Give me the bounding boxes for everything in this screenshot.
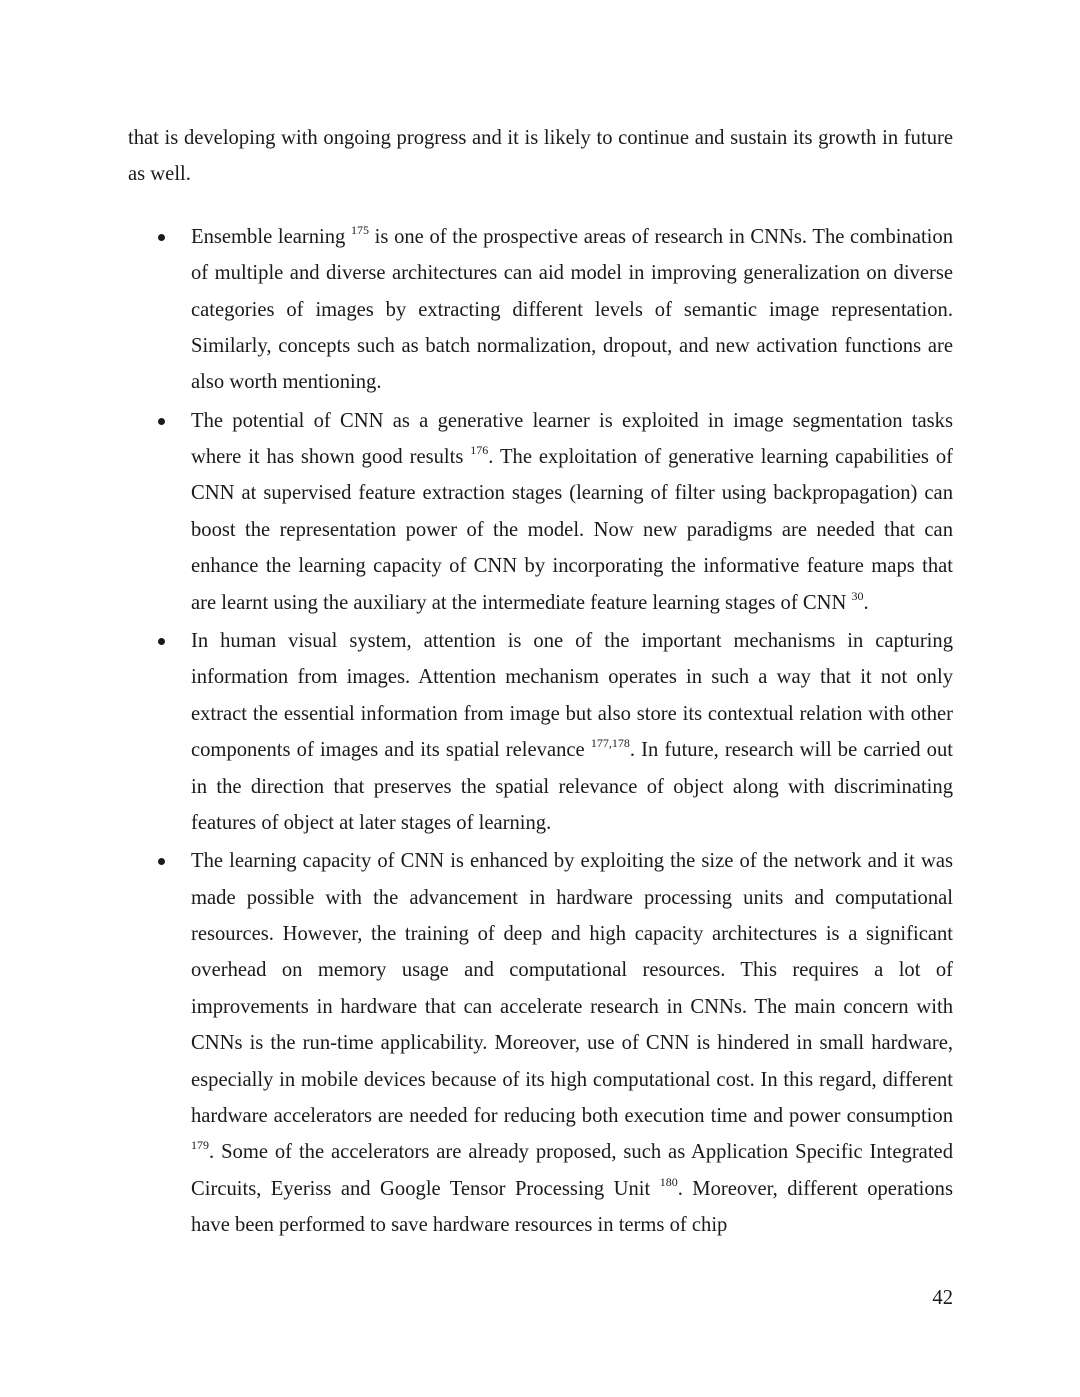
bullet-text: . Some of the accelerators are already proposed, such as Application Specific Integrated Circuits, Eyeriss and Google Tensor Processing Unit xyxy=(191,1141,953,1200)
bullet-text: is one of the prospective areas of research in CNNs. The combination of multiple and diverse architectures can aid model in improving generalization on diverse categories of images by extracting different levels of semantic image representation. Similarly, concepts such as batch normalization, dropout, and new activation functions are also worth mentioning. xyxy=(191,225,953,394)
bullet-text: . In future, research will be carried out in the direction that preserves the spatial relevance of object along with discriminating features of object at later stages of learning. xyxy=(191,739,954,834)
bullet-list xyxy=(128,219,953,1244)
bullet-dot-icon xyxy=(158,234,165,241)
bullet-text: In human visual system, attention is one of the important mechanisms in capturing information from images. Attention mechanism operates in such a way that it not only extract the essential information from image but also store its contextual relation with other components of images and its spatial relevance xyxy=(191,629,953,762)
bullet-generative-learner xyxy=(128,403,953,621)
citation-ref: 179 xyxy=(191,1138,209,1153)
bullet-hardware-capacity xyxy=(128,843,953,1243)
citation-ref: 177,178 xyxy=(590,736,630,751)
citation-ref: 175 xyxy=(351,222,370,237)
bullet-attention-mechanism xyxy=(128,623,953,841)
bullet-text: . The exploitation of generative learning capabilities of CNN at supervised feature extraction stages (learning of filter using backpropagation) can boost the representation power of the model. Now new paradigms are needed that can enhance the learning capacity of CNN by incorporating the informative feature maps that are learnt using the auxiliary at the intermediate feature learning stages of CNN xyxy=(191,446,953,614)
citation-ref: 176 xyxy=(470,443,489,458)
bullet-text: . Moreover, different operations have been performed to save hardware resources in terms of chip xyxy=(191,1177,953,1237)
bullet-dot-icon xyxy=(158,858,165,865)
page-number: 42 xyxy=(932,1287,953,1309)
citation-ref: 30 xyxy=(851,588,864,603)
bullet-dot-icon xyxy=(158,418,165,425)
bullet-text: The potential of CNN as a generative learner is exploited in image segmentation tasks where it has shown good results xyxy=(191,409,953,469)
bullet-text: . xyxy=(863,591,869,614)
bullet-dot-icon xyxy=(158,638,165,645)
bullet-ensemble-learning xyxy=(128,219,953,401)
citation-ref: 180 xyxy=(659,1174,678,1189)
page-body xyxy=(128,120,953,1245)
intro-paragraph: that is developing with ongoing progress and it is likely to continue and sustain its growth in future as well. xyxy=(128,127,953,186)
bullet-text: Ensemble learning xyxy=(191,225,352,248)
bullet-text: The learning capacity of CNN is enhanced by exploiting the size of the network and it was made possible with the advancement in hardware processing units and computational resources. However, the training of deep and high capacity architectures is a significant overhead on memory usage and computational resources. This requires a lot of improvements in hardware that can accelerate research in CNNs. The main concern with CNNs is the run-time applicability. Moreover, use of CNN is hindered in small hardware, especially in mobile devices because of its high computational cost. In this regard, different hardware accelerators are needed for reducing both execution time and power consumption xyxy=(191,850,953,1127)
